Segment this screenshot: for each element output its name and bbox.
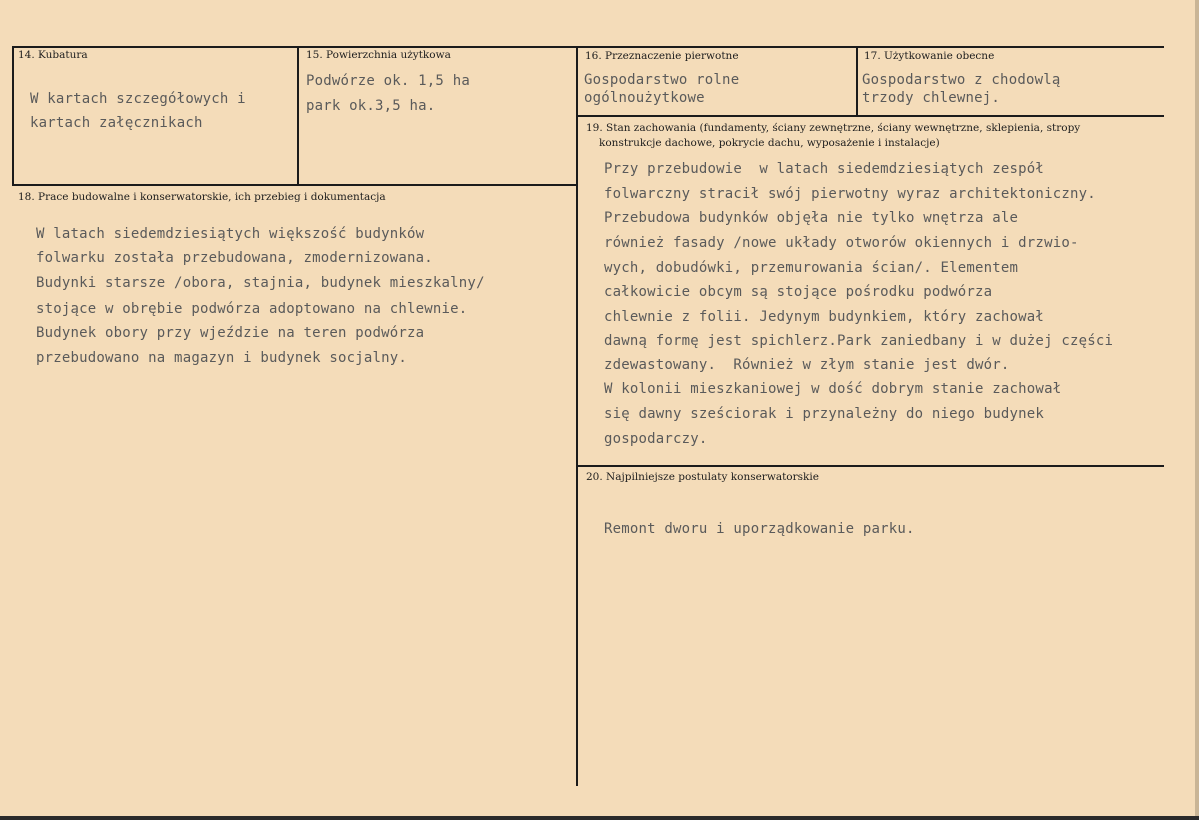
field-19-line-9: zdewastowany. Również w złym stanie jest dwór. [604,357,1010,373]
field-19-label-line-2: konstrukcje dachowe, pokrycie dachu, wyposażenie i instalacje) [599,137,940,149]
field-16-line-2: ogólnoużytkowe [584,90,705,106]
field-18-line-1: W latach siedemdziesiątych większość budynków [36,226,425,242]
rule-under-19 [576,465,1164,467]
field-19-line-3: Przebudowa budynków objęła nie tylko wnętrza ale [604,210,1019,226]
field-17-label: 17. Użytkowanie obecne [864,50,995,62]
field-17-line-1: Gospodarstwo z chodowlą [862,72,1061,88]
field-18-line-5: Budynek obory przy wjeździe na teren podwórza [36,325,425,341]
field-18-line-4: stojące w obrębie podwórza adoptowano na chlewnie. [36,301,468,317]
field-15-line-1: Podwórze ok. 1,5 ha [306,73,470,89]
card-edge [1195,0,1199,816]
rule-under-14-15 [12,184,578,186]
field-20-label: 20. Najpilniejsze postulaty konserwatorskie [586,471,819,483]
field-16-line-1: Gospodarstwo rolne [584,72,740,88]
main-vertical-divider [576,46,578,786]
field-19-label-line-1: 19. Stan zachowania (fundamenty, ściany zewnętrzne, ściany wewnętrzne, sklepienia, stropy [586,122,1081,134]
field-20-line-1: Remont dworu i uporządkowanie parku. [604,521,915,537]
divider-14-15 [297,46,299,184]
field-19-line-4: również fasady /nowe układy otworów okiennych i drzwio- [604,235,1079,251]
field-14-line-2: kartach załęcznikach [30,115,203,131]
field-18-line-6: przebudowano na magazyn i budynek socjalny. [36,350,408,366]
field-19-line-10: W kolonii mieszkaniowej w dość dobrym stanie zachował [604,381,1062,397]
field-14-line-1: W kartach szczegółowych i [30,91,246,107]
field-16-label: 16. Przeznaczenie pierwotne [585,50,739,62]
divider-16-17 [856,46,858,116]
left-divider [12,46,14,186]
field-19-line-1: Przy przebudowie w latach siedemdziesiątych zespół [604,161,1045,177]
field-17-line-2: trzody chlewnej. [862,90,1001,106]
field-19-line-11: się dawny sześciorak i przynależny do niego budynek [604,406,1045,422]
field-18-label: 18. Prace budowalne i konserwatorskie, ich przebieg i dokumentacja [18,191,386,203]
field-14-label: 14. Kubatura [18,49,88,61]
field-19-line-7: chlewnie z folii. Jedynym budynkiem, który zachował [604,309,1045,325]
field-19-line-8: dawną formę jest spichlerz.Park zaniedbany i w dużej części [604,333,1114,349]
field-18-line-2: folwarku została przebudowana, zmodernizowana. [36,250,433,266]
field-19-line-12: gospodarczy. [604,431,708,447]
field-15-line-2: park ok.3,5 ha. [306,98,436,114]
field-19-line-5: wych, dobudówki, przemurowania ścian/. Elementem [604,260,1019,276]
field-15-label: 15. Powierzchnia użytkowa [306,49,451,61]
top-rule [12,46,1164,48]
field-18-line-3: Budynki starsze /obora, stajnia, budynek mieszkalny/ [36,275,485,291]
field-19-line-6: całkowicie obcym są stojące pośrodku podwórza [604,284,993,300]
field-19-line-2: folwarczny stracił swój pierwotny wyraz architektoniczny. [604,186,1096,202]
rule-under-16-17 [576,115,1164,117]
